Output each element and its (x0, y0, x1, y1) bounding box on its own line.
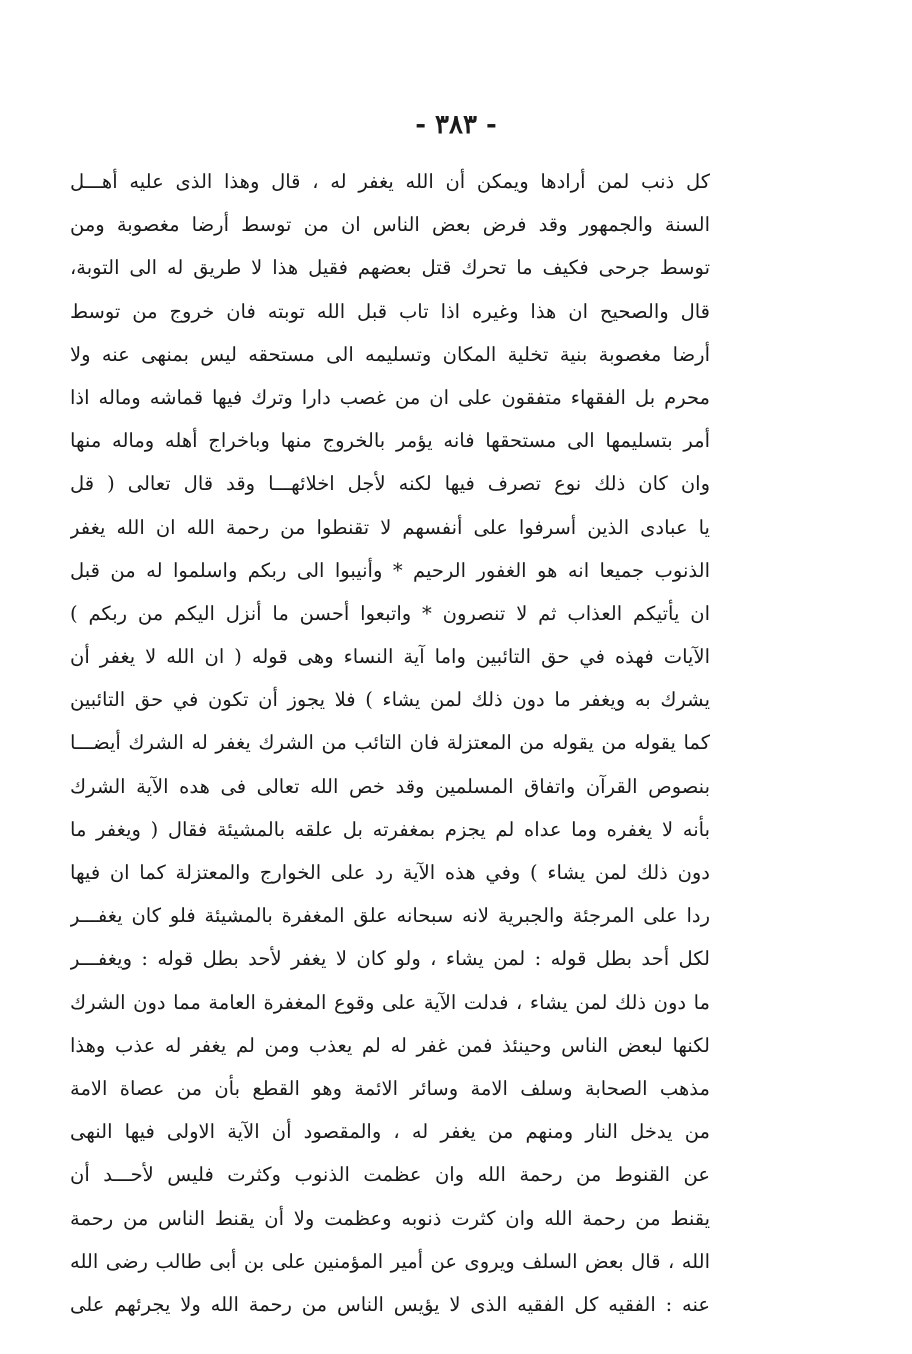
text-line: محرم بل الفقهاء متفقون على ان من غصب دارا وترك فيها قماشه وماله اذا (70, 385, 710, 409)
text-line: الذنوب جميعا انه هو الغفور الرحيم * وأنيبوا الى ربكم واسلموا له من قبل (70, 558, 710, 582)
text-line: الآيات فهذه في حق التائبين واما آية النساء وهى قوله ( ان الله لا يغفر أن (70, 645, 710, 669)
text-line: يقنط من رحمة الله وان كثرت ذنوبه وعظمت ولا أن يقنط الناس من رحمة (70, 1206, 710, 1230)
text-line: دون ذلك لمن يشاء ) وفي هذه الآية رد على الخوارج والمعتزلة كما ان فيها (70, 861, 710, 884)
text-line: وان كان ذلك نوع تصرف فيها لكنه لأجل اخلائهـــا وقد قال تعالى ( قل (70, 472, 710, 496)
text-line: السنة والجمهور وقد فرض بعض الناس ان من توسط أرضا مغصوبة ومن (70, 213, 710, 237)
text-line: من يدخل النار ومنهم من يغفر له ، والمقصود أن الآية الاولى فيها النهى (70, 1120, 710, 1144)
text-line: عن القنوط من رحمة الله وان عظمت الذنوب وكثرت فليس لأحـــد أن (70, 1163, 710, 1187)
text-line: لكل أحد بطل قوله : لمن يشاء ، ولو كان لا يغفر لأحد بطل قوله : ويغفـــر (70, 947, 710, 971)
text-line: ان يأتيكم العذاب ثم لا تنصرون * واتبعوا أحسن ما أنزل اليكم من ربكم ) (70, 601, 710, 625)
body-text (70, 160, 710, 1326)
text-line: كما يقوله من يقوله من المعتزلة فان التائب من الشرك يغفر له الشرك أيضـــا (70, 731, 710, 755)
text-line: بنصوص القرآن واتفاق المسلمين وقد خص الله تعالى فى هده الآية الشرك (70, 774, 710, 798)
text-line: ما دون ذلك لمن يشاء ، فدلت الآية على وقوع المغفرة العامة مما دون الشرك (70, 990, 710, 1014)
text-line: لكنها لبعض الناس وحينئذ فمن غفر له لم يعذب ومن لم يغفر له عذب وهذا (70, 1033, 710, 1057)
text-line: ردا على المرجئة والجبرية لانه سبحانه علق المغفرة بالمشيئة فلو كان يغفـــر (70, 904, 710, 928)
text-line: بأنه لا يغفره وما عداه لم يجزم بمغفرته بل علقه بالمشيئة فقال ( ويغفر ما (70, 817, 710, 841)
text-line: قال والصحيح ان هذا وغيره اذا تاب قبل الله توبته فان خروج من توسط (70, 299, 710, 323)
text-line: يا عبادى الذين أسرفوا على أنفسهم لا تقنطوا من رحمة الله ان الله يغفر (70, 515, 710, 539)
page-number: - ٣٨٣ - (415, 110, 497, 140)
text-line: كل ذنب لمن أرادها ويمكن أن الله يغفر له ، قال وهذا الذى عليه أهـــل (70, 170, 710, 193)
text-line: مذهب الصحابة وسلف الامة وسائر الائمة وهو القطع بأن من عصاة الامة (70, 1076, 710, 1100)
text-line: الله ، قال بعض السلف ويروى عن أمير المؤمنين على بن أبى طالب رضى الله (70, 1249, 710, 1273)
text-line: عنه : الفقيه كل الفقيه الذى لا يؤيس الناس من رحمة الله ولا يجرئهم على (70, 1292, 710, 1316)
text-line: يشرك به ويغفر ما دون ذلك لمن يشاء ) فلا يجوز أن تكون في حق التائبين (70, 688, 710, 712)
text-line: أرضا مغصوبة بنية تخلية المكان وتسليمه الى مستحقه ليس بمنهى عنه ولا (70, 342, 710, 366)
text-line: أمر بتسليمها الى مستحقها فانه يؤمر بالخروج منها وباخراج أهله وماله منها (70, 429, 710, 453)
text-line: توسط جرحى فكيف ما تحرك قتل بعضهم فقيل هذا لا طريق له الى التوبة، (70, 256, 710, 280)
